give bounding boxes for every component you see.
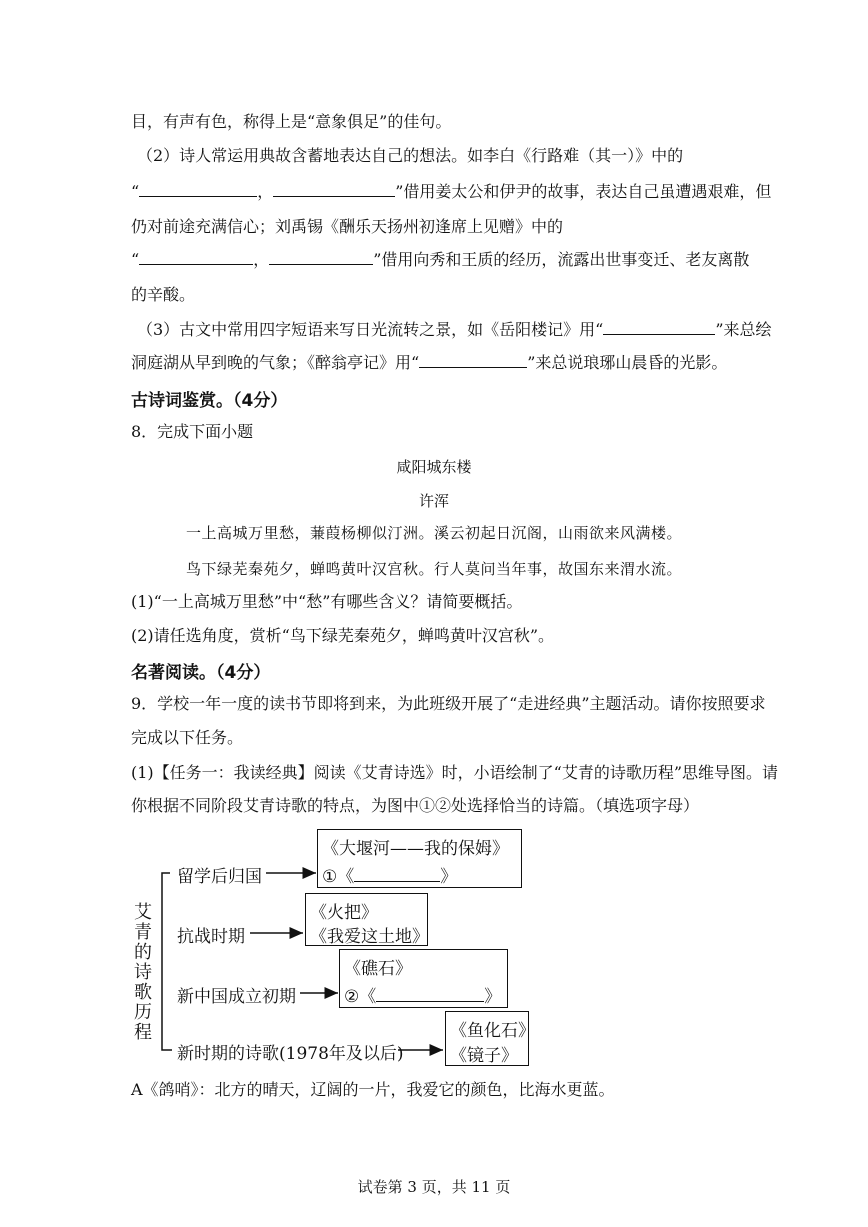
poem-item: 《火把》 bbox=[310, 903, 378, 923]
question-9: 9．学校一年一度的读书节即将到来，为此班级开展了“走进经典”主题活动。请你按照要求 bbox=[131, 694, 766, 713]
root-char: 诗 bbox=[134, 962, 152, 983]
stage-box bbox=[305, 893, 428, 946]
text-segment: 洞庭湖从早到晚的气象；《醉翁亭记》用“ bbox=[131, 353, 420, 372]
question-7-2: （2）诗人常运用典故含蓄地表达自己的想法。如李白《行路难（其一）》中的 bbox=[137, 146, 684, 165]
quote-open: “ bbox=[131, 182, 140, 201]
task-1-cont: 你根据不同阶段艾青诗歌的特点，为图中①②处选择恰当的诗篇。（填选项字母） bbox=[131, 796, 700, 815]
root-char: 歌 bbox=[134, 982, 152, 1003]
text-line: 的辛酸。 bbox=[131, 285, 196, 304]
item-suffix: 》 bbox=[484, 987, 502, 1007]
poem-item: 《鱼化石》 bbox=[450, 1021, 535, 1041]
blank-field[interactable] bbox=[354, 867, 440, 882]
question-8-1: (1)“一上高城万里愁”中“愁”有哪些含义？请简要概括。 bbox=[131, 592, 523, 611]
blank-field[interactable] bbox=[376, 987, 484, 1002]
text-segment: ”借用姜太公和伊尹的故事，表达自己虽遭遇艰难，但 bbox=[395, 182, 772, 201]
poem-item: 《镜子》 bbox=[450, 1046, 518, 1066]
task-1: (1)【任务一：我读经典】阅读《艾青诗选》时，小语绘制了“艾青的诗歌历程”思维导图。请 bbox=[131, 763, 779, 782]
poem-item-blank bbox=[322, 862, 457, 887]
poem-item: 《我爱这土地》 bbox=[310, 927, 429, 947]
poem-line: 一上高城万里愁，蒹葭杨柳似汀洲。溪云初起日沉阁，山雨欲来风满楼。 bbox=[186, 524, 683, 542]
text-line: 目，有声有色，称得上是“意象俱足”的佳句。 bbox=[131, 112, 452, 131]
root-char: 青 bbox=[134, 922, 152, 943]
question-8-intro: 8．完成下面小题 bbox=[131, 422, 254, 441]
question-9-cont: 完成以下任务。 bbox=[131, 728, 244, 747]
stage-box bbox=[339, 949, 508, 1008]
poem-item-blank bbox=[344, 982, 501, 1007]
root-char: 历 bbox=[134, 1002, 152, 1023]
item-prefix: ①《 bbox=[322, 867, 355, 887]
poem-title: 咸阳城东楼 bbox=[396, 458, 472, 476]
text-segment: ”来总说琅琊山晨昏的光影。 bbox=[527, 353, 728, 372]
comma: ， bbox=[257, 182, 274, 201]
section-heading-poetry: 古诗词鉴赏。（4分） bbox=[131, 391, 288, 411]
poem-author: 许浑 bbox=[418, 492, 449, 510]
quote-open: “ bbox=[131, 250, 140, 269]
poem-item: 《大堰河——我的保姆》 bbox=[322, 839, 509, 859]
root-char: 程 bbox=[134, 1022, 152, 1043]
text-segment: ”来总绘 bbox=[715, 320, 772, 339]
text-segment: ”借用向秀和王质的经历，流露出世事变迁、老友离散 bbox=[373, 250, 750, 269]
stage-label: 留学后归国 bbox=[177, 867, 262, 887]
section-heading-reading: 名著阅读。（4分） bbox=[131, 663, 271, 683]
item-prefix: ②《 bbox=[344, 987, 377, 1007]
page-footer: 试卷第 3 页，共 11 页 bbox=[357, 1178, 511, 1196]
root-char: 的 bbox=[134, 942, 152, 963]
root-char: 艾 bbox=[134, 902, 152, 923]
stage-label: 新中国成立初期 bbox=[177, 987, 296, 1007]
stage-box bbox=[317, 829, 522, 888]
text-segment: （3）古文中常用四字短语来写日光流转之景，如《岳阳楼记》用“ bbox=[137, 320, 604, 339]
stage-label: 新时期的诗歌(1978年及以后) bbox=[177, 1044, 404, 1064]
option-a: A《鸽哨》：北方的晴天，辽阔的一片，我爱它的颜色，比海水更蓝。 bbox=[131, 1080, 615, 1099]
text-line: 仍对前途充满信心；刘禹锡《酬乐天扬州初逢席上见赠》中的 bbox=[131, 217, 564, 236]
question-8-2: (2)请任选角度，赏析“鸟下绿芜秦苑夕，蝉鸣黄叶汉宫秋”。 bbox=[131, 626, 555, 645]
poem-line: 鸟下绿芜秦苑夕，蝉鸣黄叶汉宫秋。行人莫问当年事，故国东来渭水流。 bbox=[186, 560, 683, 578]
stage-box bbox=[445, 1011, 535, 1066]
poem-item: 《礁石》 bbox=[344, 959, 412, 979]
mindmap-root bbox=[133, 903, 153, 1043]
item-suffix: 》 bbox=[440, 867, 458, 887]
stage-label: 抗战时期 bbox=[177, 927, 245, 947]
comma: ， bbox=[253, 250, 270, 269]
